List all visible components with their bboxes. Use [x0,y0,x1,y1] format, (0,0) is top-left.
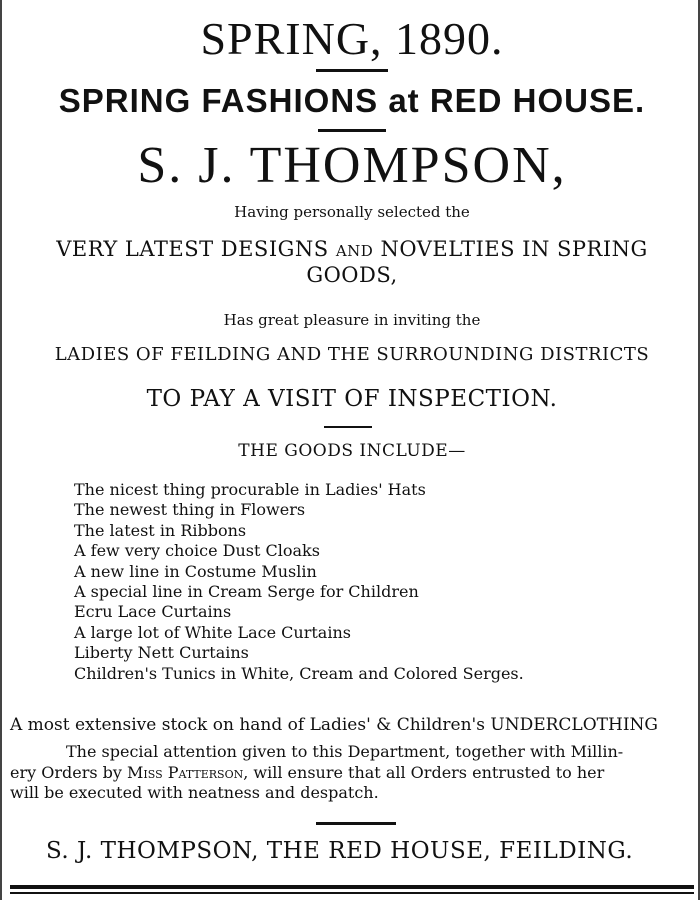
paragraph-text: ery Orders by [10,762,122,782]
divider-rule [318,129,386,132]
season-title: SPRING, 1890. [200,13,504,64]
stock-text: A most extensive stock on hand of Ladies' & Children's [10,715,485,735]
stock-line [10,715,658,735]
paragraph-line [10,763,690,784]
paragraph-text: will ensure that all Orders entrusted to her [253,762,605,782]
divider-rule [316,69,388,72]
designs-line [2,237,700,261]
divider-rule [316,822,396,825]
milliner-name: Miss Patterson, [127,762,249,782]
list-item: A special line in Cream Serge for Children [74,582,419,602]
list-item: A new line in Costume Muslin [74,561,317,581]
designs-line-2: GOODS, [306,263,398,287]
list-item: The latest in Ribbons [74,520,247,540]
designs-text: VERY LATEST DESIGNS [56,237,329,261]
list-item: A few very choice Dust Cloaks [74,541,320,561]
ladies-line: LADIES OF FEILDING AND THE SURROUNDING DISTRICTS [54,344,650,365]
paragraph-line: will be executed with neatness and despatch. [10,783,379,802]
goods-heading: THE GOODS INCLUDE— [238,441,466,461]
bottom-rule [10,885,694,889]
pleasure-line: Has great pleasure in inviting the [223,311,481,329]
list-item: The nicest thing procurable in Ladies' Hats [74,480,426,499]
paragraph-line: The special attention given to this Department, together with Millin- [66,742,624,761]
signature-line: S. J. THOMPSON, THE RED HOUSE, FEILDING. [46,838,634,864]
stock-emphasis: UNDERCLOTHING [490,715,658,735]
list-item: Children's Tunics in White, Cream and Colored Serges. [74,663,524,683]
list-item: A large lot of White Lace Curtains [74,622,351,642]
list-item: Liberty Nett Curtains [74,643,249,663]
visit-line: TO PAY A VISIT OF INSPECTION. [146,386,558,412]
bottom-rule [10,892,694,894]
goods-list [74,480,524,684]
headline: SPRING FASHIONS at RED HOUSE. [58,82,646,119]
list-item: The newest thing in Flowers [74,500,306,520]
list-item: Ecru Lace Curtains [74,602,232,622]
designs-text: NOVELTIES IN SPRING [380,237,648,261]
proprietor-name: S. J. THOMPSON, [137,137,567,194]
divider-rule [324,426,372,428]
millinery-paragraph [10,742,690,804]
designs-and: and [335,237,374,261]
intro-line: Having personally selected the [234,203,470,221]
